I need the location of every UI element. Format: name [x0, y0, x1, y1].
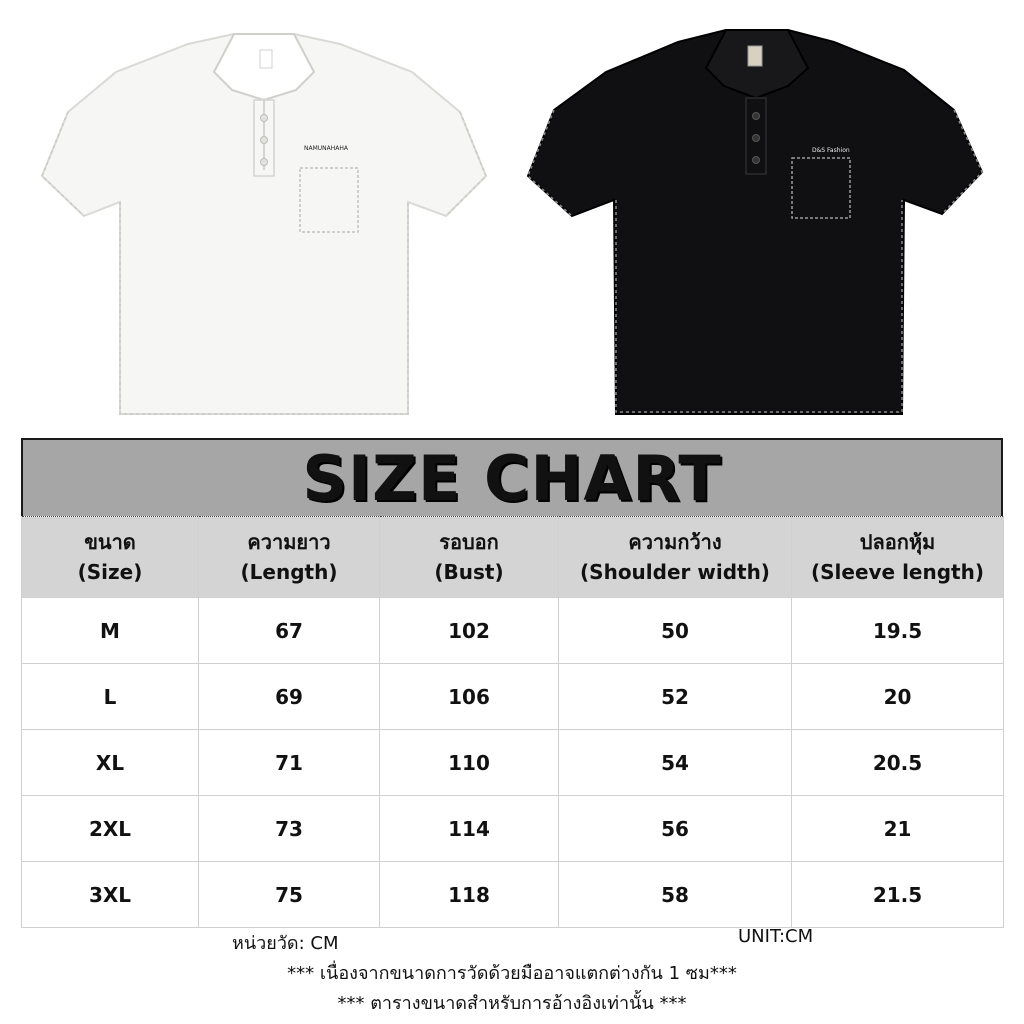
cell-length: 69	[199, 664, 380, 730]
size-chart-title-bar	[21, 438, 1003, 516]
white-polo-shirt-illustration	[28, 20, 500, 420]
black-shirt-brand-text: D&S Fashion	[812, 147, 850, 154]
cell-shoulder: 50	[559, 598, 792, 664]
cell-sleeve: 20	[792, 664, 1004, 730]
cell-bust: 114	[380, 796, 559, 862]
cell-length: 73	[199, 796, 380, 862]
table-row	[22, 664, 1004, 730]
size-table	[21, 516, 1004, 928]
header-length-en: (Length)	[240, 560, 338, 584]
header-size	[22, 517, 199, 598]
cell-size: 2XL	[22, 796, 199, 862]
cell-shoulder: 56	[559, 796, 792, 862]
measurement-disclaimer: *** เนื่องจากขนาดการวัดด้วยมืออาจแตกต่างกัน 1 ซม***	[287, 963, 737, 984]
header-size-thai: ขนาด	[84, 530, 136, 554]
cell-sleeve: 19.5	[792, 598, 1004, 664]
size-chart-title: SIZE CHART	[302, 441, 722, 515]
cell-length: 71	[199, 730, 380, 796]
white-polo-shirt-image	[28, 20, 500, 420]
table-row	[22, 730, 1004, 796]
header-length-thai: ความยาว	[247, 530, 331, 554]
cell-size: XL	[22, 730, 199, 796]
unit-label-thai: หน่วยวัด: CM	[232, 933, 339, 954]
table-row	[22, 598, 1004, 664]
black-polo-shirt-illustration	[522, 20, 994, 420]
header-length	[199, 517, 380, 598]
header-shoulder-width	[559, 517, 792, 598]
white-shirt-brand-text: NAMUNAHAHA	[304, 145, 348, 152]
cell-sleeve: 20.5	[792, 730, 1004, 796]
cell-sleeve: 21	[792, 796, 1004, 862]
cell-shoulder: 54	[559, 730, 792, 796]
header-sleeve-en: (Sleeve length)	[810, 560, 984, 584]
table-row	[22, 862, 1004, 928]
unit-label-en: UNIT:CM	[738, 926, 814, 947]
header-sleeve-thai: ปลอกหุ้ม	[859, 530, 936, 554]
cell-bust: 102	[380, 598, 559, 664]
black-polo-shirt-image	[522, 20, 994, 420]
size-chart	[21, 438, 1003, 928]
header-size-en: (Size)	[77, 560, 143, 584]
header-shoulder-en: (Shoulder width)	[580, 560, 770, 584]
header-bust	[380, 517, 559, 598]
cell-bust: 118	[380, 862, 559, 928]
header-shoulder-thai: ความกว้าง	[628, 530, 722, 554]
cell-size: L	[22, 664, 199, 730]
cell-size: 3XL	[22, 862, 199, 928]
cell-length: 67	[199, 598, 380, 664]
table-row	[22, 796, 1004, 862]
header-bust-thai: รอบอก	[439, 530, 499, 554]
cell-shoulder: 58	[559, 862, 792, 928]
size-table-header-row	[22, 517, 1004, 598]
cell-size: M	[22, 598, 199, 664]
reference-disclaimer: *** ตารางขนาดสำหรับการอ้างอิงเท่านั้น ***	[337, 993, 687, 1014]
header-sleeve-length	[792, 517, 1004, 598]
cell-sleeve: 21.5	[792, 862, 1004, 928]
header-bust-en: (Bust)	[434, 560, 504, 584]
cell-bust: 106	[380, 664, 559, 730]
cell-bust: 110	[380, 730, 559, 796]
cell-shoulder: 52	[559, 664, 792, 730]
cell-length: 75	[199, 862, 380, 928]
